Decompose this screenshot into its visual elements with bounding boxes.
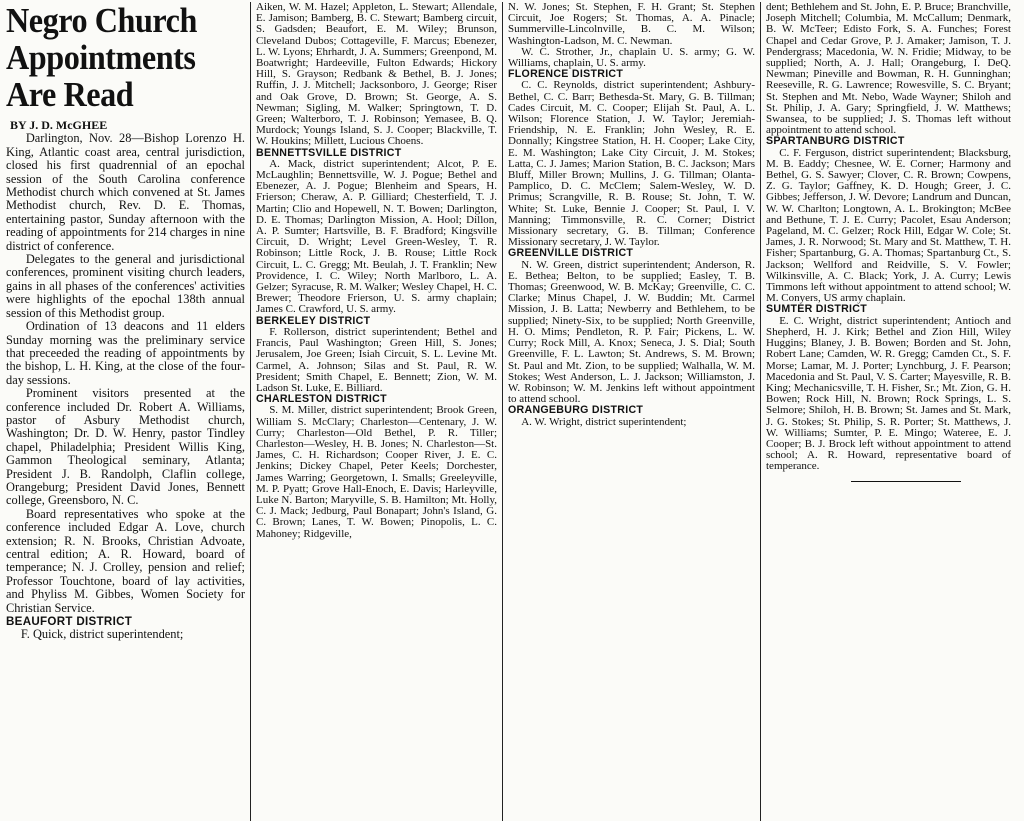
article-body — [6, 132, 245, 615]
district-heading-charleston: CHARLESTON DISTRICT — [256, 393, 387, 406]
district-text-chaplains: W. C. Strother, Jr., chaplain U. S. army; G. W. Williams, chaplain, U. S. army. — [508, 45, 755, 70]
district-heading-beaufort: BEAUFORT DISTRICT — [6, 615, 133, 629]
column-1 — [4, 2, 250, 821]
district-text-charleston-start: S. M. Miller, district superintendent; Brook Green, William S. McClary; Charleston—Centenary, J. W. Curry; Charleston—Old Bethel, P. R. Tiller; Charleston—Wesley, H. B. Jones; N. Charleston—St. James, C. H. Richardson; Cooper River, J. E. C. Jenkins; Dickey Chapel, Peter Keels; Dorchester, James Warring; Georgetown, I. Smalls; Greeleyville, M. P. Pyatt; Grove Hall-Enoch, E. Davis; Harleyville, Luke N. Barton; Maryville, S. B. Hamilton; Mt. Holly, C. J. Mack; Jedburg, Paul Bonapart; John's Island, G. C. Brown; Lanes, T. W. Bowen; Pinopolis, L. C. Mahoney; Ridgeville, — [256, 404, 497, 540]
article-paragraph: Prominent visitors presented at the conference included Dr. Robert A. Williams, pastor of Asbury Methodist church, Washington; Dr. D. W. Henry, pastor Tindley chapel, Philadelphia; President Willis King, Gammon Theological seminary, Atlanta; President J. B. Randolph, Claflin college, Orangeburg; President David Jones, Bennett college, Greensboro, N. C. — [6, 386, 245, 508]
district-text-orangeburg-start: A. W. Wright, district superintendent; — [521, 415, 687, 428]
district-heading-bennettsville: BENNETTSVILLE DISTRICT — [256, 146, 402, 159]
district-text-spartanburg: C. F. Ferguson, district superintendent; Blacksburg, M. B. Eaddy; Chesnee, W. E. Corner; Harmony and Bethel, G. S. Sawyer; Clover, C. R. Brown; Cowpens, Z. G. Taylor; Gaffney, K. D. Hough; Greer, J. C. Gibbes; Jefferson, J. W. Devore; Landrum and Duncan, W. W. Charlton; Longtown, A. L. Brokington; McBee and Bethune, T. J. E. Curry; Pacolet, Esau Anderson; Pageland, M. C. Gelzer; Rock Hill, Edgar W. Cole; St. James, J. R. Norwood; St. Mary and St. Matthew, T. H. Fisher; Spartanburg, G. A. Thomas; Spartanburg Ct., S. Jackson; Wellford and Reidville, S. V. Fowler; Wilkinsville, A. C. Black; York, J. A. Curry; Lewis Timmons left without appointment to attend school; W. M. Conyers, US army chaplain. — [766, 146, 1011, 305]
byline: BY J. D. McGHEE — [10, 118, 108, 132]
column-3 — [502, 2, 760, 821]
district-text-sumter: E. C. Wright, district superintendent; Antioch and Shepherd, H. J. Kirk; Bethel and Zion Hill, Wiley Huggins; Blaney, J. B. Bowen; Borden and St. John, Robert Lane; Camden, W. R. Gregg; Camden Ct., S. F. Morse; Lamar, M. J. Porter; Lynchburg, J. F. Pearson; Macedonia and St. Paul, V. S. Carter; Mayesville, R. B. King; Mechanicsville, T. H. Fisher, Sr.; Mt. Zion, G. H. Bowen; Rock Hill, N. Brown; Rock Springs, L. S. Selmore; Shiloh, H. B. Brown; St. James and St. Mark, J. G. Stokes; St. Philip, S. R. Porter; St. Matthews, J. W. Williams; Sumter, P. E. Mingo; Wateree, E. J. Cooper; B. J. Brock left without appointment to attend school; A. R. Howard, representative board of temperance. — [766, 314, 1011, 473]
district-text-charleston-cont: N. W. Jones; St. Stephen, F. H. Grant; St. Stephen Circuit, Joe Rogers; St. Thomas, A. A. Pinacle; Summerville-Lincolnville, B. C. M. Wilson; Washington-Ladson, M. C. Newman. — [508, 2, 755, 47]
column-4 — [760, 2, 1016, 821]
district-text-bennettsville: A. Mack, district superintendent; Alcot, P. E. McLaughlin; Bennettsville, W. J. Pogue; Bethel and Ebenezer, A. J. Pogue; Blenheim and Spears, H. Frierson; Cheraw, A. P. Gilliard; Chesterfield, T. J. Martin; Clio and Hopewell, N. T. Bowen; Darlington, D. E. Thomas; Darlington Mission, A. Hool; Dillon, A. P. Sumter; Hartsville, B. F. Bradford; Kingsville Circuit, D. Wright; Level Green-Wesley, T. R. Robinson; Little Rock, J. B. Rouse; Little Rock Circuit, L. C. Gregg; Mt. Beulah, J. T. Franklin; New Providence, I. C. Wiley; North Marlboro, L. A. Gelzer; Syracuse, R. M. Walker; Wesley Chapel, H. C. Brewer; Theodore Frierson, U. S. army chaplain; James C. Crawford, U. S. army. — [256, 157, 497, 316]
headline — [6, 2, 226, 113]
article-paragraph: Delegates to the general and jurisdictional conferences, prominent visiting church leaders, gains in all phases of the conferences' activities were highlights of the epochal 138th annual session of this Methodist group. — [6, 252, 245, 320]
district-text-berkeley: F. Rollerson, district superintendent; Bethel and Francis, Paul Washington; Green Hill, S. Jones; Jerusalem, Joe Green; Isiah Circuit, S. L. Levine Mt. Carmel, A. Johnson; Silas and St. Paul, R. W. President; Smith Chapel, E. Bennett; Zion, W. M. Ladson St. Luke, E. Billiard. — [256, 325, 497, 394]
district-heading-berkeley: BERKELEY DISTRICT — [256, 314, 371, 327]
district-text-florence: C. C. Reynolds, district superintendent; Ashbury-Bethel, C. C. Barr; Bethesda-St. Mary, G. B. Tillman; Cades Circuit, M. C. Cooper; Elijah St. Paul, A. L. Wilson; Florence Station, J. W. Taylor; Jeremiah-Friendship, N. E. Franklin; John Wesley, R. E. Donnally; Kingstree Station, H. H. Cooper; Lake City, E. M. Washington; Lake City Circuit, J. M. Stokes; Latta, C. J. James; Marion Station, B. C. Jackson; Mars Bluff, Miller Brown; Mullins, J. G. Tillman; Olanta-Pamplico, D. C. McClem; Salem-Wesley, W. D. Primus; Scrangville, R. B. Rouse; St. John, T. W. White; St. Luke, Bennie J. Cooper; St. Paul, I. V. Manning; Timmonsville, R. C. Corner; District Missionary secretary, G. B. Tillman; Conference Missionary secretary, J. W. Taylor. — [508, 79, 755, 249]
column-2 — [250, 2, 502, 821]
article-paragraph: Board representatives who spoke at the conference included Edgar A. Love, church extension; R. N. Brooks, Christian Advoate, central edition; A. R. Howard, board of temperance; N. J. Crolley, pension and relief; Professor Touchtone, board of lay activities, and Phyliss M. Gibbes, Women Society for Christian Service. — [6, 506, 245, 615]
district-heading-greenville: GREENVILLE DISTRICT — [508, 247, 634, 260]
district-text-beaufort-cont: Aiken, W. M. Hazel; Appleton, L. Stewart; Allendale, E. Jamison; Bamberg, B. C. Stewart; Bamberg circuit, S. Gadsden; Beaufort, E. M. Wiley; Brunson, Cleveland Dubos; Cottageville, F. Marcus; Ebenezer, L. W. Lyons; Ehrhardt, J. A. Summers; Greenpond, M. Boatwright; Hardeeville, Fulton Edwards; Hickory Hill, S. Grayson; Redbank & Bethel, B. J. Jones; Ruffin, J. J. Mitchell; Jacksonboro, J. George; Riser and Oak Grove, D. Brown; St. George, A. S. Newman; Sigling, M. Walker; Springtown, T. D. Green; Walterboro, T. J. Robinson; Yemasee, B. Q. Murdock; Youngs Island, S. J. Cooper; Blackville, T. W. Houkins; Millett, Lucious Choens. — [256, 2, 497, 148]
district-text-beaufort-start: F. Quick, district superintendent; — [20, 627, 184, 642]
district-text-orangeburg-cont: dent; Bethlehem and St. John, E. P. Bruce; Branchville, Joseph Mitchell; Columbia, M. McCallum; Denmark, B. W. McTeer; Edisto Fork, S. A. Funches; Forest Chapel and Cedar Grove, P. J. Amaker; Jamison, T. J. Pendergrass; Macedonia, W. N. Fridie; Midway, to be supplied; North, A. J. Hall; Orangeburg, I. DeQ. Newman; Pineville and Bowman, R. H. Gunninghan; Reeseville, R. G. Lawrence; Rowesville, S. C. Bryant; St. Stephen and Mt. Nebo, Wade Wayner; Shiloh and St. Philip, J. A. Gary; Springfield, J. W. Matthews; Swansea, to be supplied; J. S. Thomas left without appointment to attend school. — [766, 2, 1011, 137]
end-rule — [851, 481, 961, 482]
district-text-greenville: N. W. Green, district superintendent; Anderson, R. E. Bethea; Belton, to be supplied; Easley, T. B. Thomas; Greenwood, W. B. McKay; Greenville, C. C. Clarke; Minus Chapel, J. W. Buddin; Mt. Carmel Mission, J. B. Latta; Newberry and Bethlehem, to be supplied; Ninety-Six, to be supplied; North Greenville, H. O. Mims; Pendleton, R. P. Fair; Pickens, L. W. Curry; Rock Mill, A. Knox; Seneca, J. S. Dial; South Greenville, F. L. Lawton; St. Andrews, S. M. Brown; St. Paul and Mt. Zion, to be supplied; Walhalla, W. M. Stokes; West Anderson, L. J. Jackson; Williamston, J. W. Robinson; W. M. Jenkins left without appointment to attend school. — [508, 258, 755, 406]
headline-line-3: Are Read — [6, 75, 134, 114]
article-paragraph: Darlington, Nov. 28—Bishop Lorenzo H. King, Atlantic coast area, central jurisdiction, closed his first quadrennial of an epochal session of the South Carolina conference Methodist church which convened at St. James Methodist church, Rev. D. E. Thomas, entertaining pastor, Sunday afternoon with the reading of appointments for 214 charges in nine district of conference. — [6, 131, 245, 253]
district-heading-spartanburg: SPARTANBURG DISTRICT — [766, 135, 905, 148]
headline-line-2: Appointments — [6, 38, 196, 77]
article-paragraph: Ordination of 13 deacons and 11 elders Sunday morning was the preliminary service that preceeded the reading of appointments by the bishop, L. H. King, at the close of the four-day sessions. — [6, 319, 245, 387]
district-heading-sumter: SUMTER DISTRICT — [766, 303, 868, 316]
headline-line-1: Negro Church — [6, 2, 197, 40]
district-heading-orangeburg: ORANGEBURG DISTRICT — [508, 404, 644, 417]
district-heading-florence: FLORENCE DISTRICT — [508, 68, 624, 81]
